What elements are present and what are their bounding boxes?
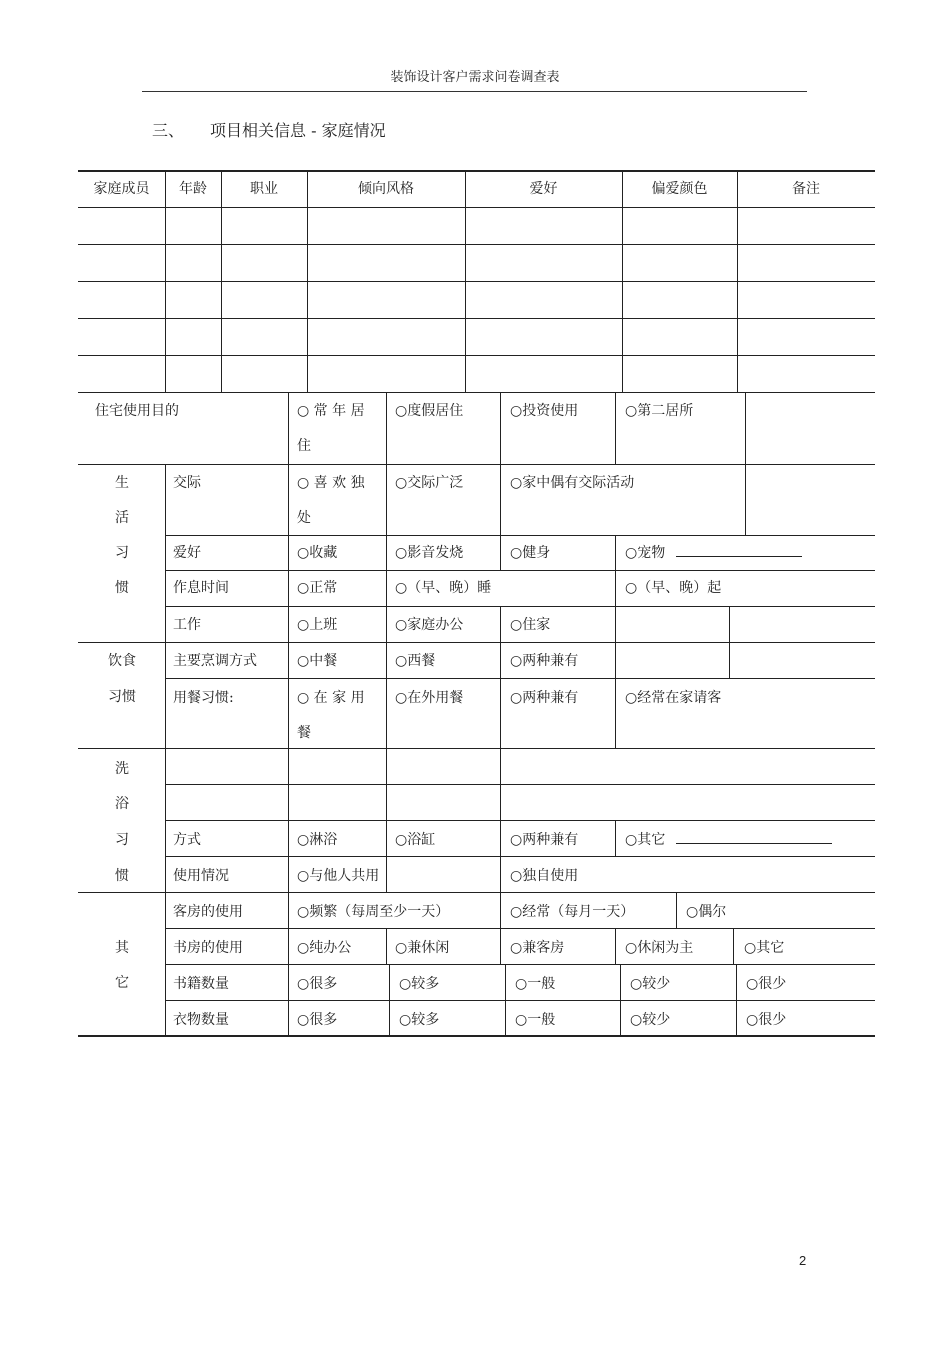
social-option-occasional[interactable]: ○家中偶有交际活动 (510, 475, 635, 491)
hobby-option-fitness[interactable]: ○健身 (510, 545, 551, 561)
header-rule (142, 91, 807, 92)
books-option-few[interactable]: ○较少 (630, 976, 671, 992)
column-header-occupation: 职业 (250, 181, 278, 197)
column-divider (736, 964, 737, 1036)
hobby-option-pets[interactable] (625, 536, 802, 571)
section-title: 项目相关信息 - 家庭情况 (210, 121, 386, 140)
residence-option-permanent[interactable]: ○ 常 年 居 (297, 403, 365, 419)
hobby-option-pets-label: ○宠物 (625, 545, 666, 561)
clothes-option-very-few[interactable]: ○很少 (746, 1012, 787, 1028)
residence-option-second-home[interactable]: ○第二居所 (625, 403, 694, 419)
row-divider (78, 244, 875, 245)
row-divider (78, 318, 875, 319)
column-divider (288, 392, 289, 928)
social-option-alone-cont: 处 (297, 510, 311, 526)
other-group-char: 其 (115, 940, 129, 956)
hobby-option-audiovisual[interactable]: ○影音发烧 (395, 545, 464, 561)
column-header-family-member: 家庭成员 (93, 181, 150, 197)
column-header-style: 倾向风格 (358, 181, 414, 197)
cooking-option-chinese[interactable]: ○中餐 (297, 653, 338, 669)
clothes-label: 衣物数量 (173, 1012, 229, 1028)
column-divider (745, 392, 746, 535)
column-divider (615, 820, 616, 856)
dining-option-both[interactable]: ○两种兼有 (510, 690, 579, 706)
hobby-label: 爱好 (173, 545, 201, 561)
schedule-option-normal[interactable]: ○正常 (297, 580, 338, 596)
clothes-option-very-many[interactable]: ○很多 (297, 1012, 338, 1028)
social-label: 交际 (173, 475, 201, 491)
work-option-stay-home[interactable]: ○住家 (510, 617, 551, 633)
guest-room-label: 客房的使用 (173, 904, 243, 920)
residence-option-permanent-cont: 住 (297, 438, 311, 454)
column-header-age: 年龄 (179, 181, 207, 197)
study-option-leisure[interactable]: ○兼休闲 (395, 940, 450, 956)
cooking-label: 主要烹调方式 (173, 653, 257, 669)
social-option-wide[interactable]: ○交际广泛 (395, 475, 464, 491)
bathing-usage-shared[interactable]: ○与他人共用 (297, 868, 380, 884)
row-divider (78, 207, 875, 208)
bathing-other-fill-blank[interactable] (676, 827, 832, 844)
document-header-title: 装饰设计客户需求问卷调查表 (390, 70, 560, 85)
bathing-method-label: 方式 (173, 832, 201, 848)
column-divider (288, 928, 289, 1036)
column-divider (729, 606, 730, 678)
study-option-office[interactable]: ○纯办公 (297, 940, 352, 956)
dining-option-hosting[interactable]: ○经常在家请客 (625, 690, 722, 706)
bathing-option-both[interactable]: ○两种兼有 (510, 832, 579, 848)
column-header-notes: 备注 (792, 181, 820, 197)
bathing-habits-group-char: 惯 (115, 868, 129, 884)
dining-option-home[interactable]: ○ 在 家 用 (297, 690, 365, 706)
schedule-option-sleep[interactable]: ○（早、晚）睡 (395, 580, 492, 596)
column-divider (386, 606, 387, 892)
bathing-habits-group-char: 洗 (115, 761, 129, 777)
books-label: 书籍数量 (173, 976, 229, 992)
row-divider (165, 606, 875, 607)
books-option-average[interactable]: ○一般 (515, 976, 556, 992)
column-divider (505, 964, 506, 1036)
hobby-option-collecting[interactable]: ○收藏 (297, 545, 338, 561)
living-habits-group-char: 生 (115, 475, 129, 491)
living-habits-group-char: 惯 (115, 580, 129, 596)
dining-label: 用餐习惯: (173, 690, 234, 706)
row-divider (78, 281, 875, 282)
work-label: 工作 (173, 617, 201, 633)
column-divider (500, 392, 501, 570)
column-divider (500, 892, 501, 928)
column-divider (615, 535, 616, 748)
books-option-many[interactable]: ○较多 (399, 976, 440, 992)
column-divider (389, 964, 390, 1036)
residence-option-vacation[interactable]: ○度假居住 (395, 403, 464, 419)
other-group-char: 它 (115, 975, 129, 991)
living-habits-group-char: 活 (115, 510, 129, 526)
social-option-alone[interactable]: ○ 喜 欢 独 (297, 475, 365, 491)
section-number: 三、 (152, 121, 185, 140)
dining-option-out[interactable]: ○在外用餐 (395, 690, 464, 706)
column-divider (500, 606, 501, 892)
row-divider (78, 392, 875, 393)
bathing-option-bathtub[interactable]: ○浴缸 (395, 832, 436, 848)
guest-room-option-frequent[interactable]: ○频繁（每周至少一天） (297, 904, 450, 920)
clothes-option-few[interactable]: ○较少 (630, 1012, 671, 1028)
books-option-very-few[interactable]: ○很少 (746, 976, 787, 992)
bathing-option-shower[interactable]: ○淋浴 (297, 832, 338, 848)
study-option-other[interactable]: ○其它 (744, 940, 785, 956)
study-label: 书房的使用 (173, 940, 243, 956)
books-option-very-many[interactable]: ○很多 (297, 976, 338, 992)
row-divider (78, 748, 875, 749)
guest-room-option-often[interactable]: ○经常（每月一天） (510, 904, 635, 920)
row-divider (78, 464, 875, 465)
column-divider (615, 392, 616, 464)
living-habits-group-char: 习 (115, 545, 129, 561)
diet-habits-group-label: 饮食 (108, 653, 136, 669)
page-number: 2 (799, 1253, 807, 1268)
column-divider (676, 892, 677, 928)
row-divider (165, 820, 875, 821)
clothes-option-many[interactable]: ○较多 (399, 1012, 440, 1028)
bathing-usage-private[interactable]: ○独自使用 (510, 868, 579, 884)
clothes-option-average[interactable]: ○一般 (515, 1012, 556, 1028)
residence-purpose-label: 住宅使用目的 (95, 403, 179, 419)
diet-habits-group-label: 习惯 (108, 689, 136, 705)
bathing-habits-group-char: 习 (115, 832, 129, 848)
cooking-option-both[interactable]: ○两种兼有 (510, 653, 579, 669)
bathing-option-other-label: ○其它 (625, 832, 666, 848)
row-divider (165, 784, 875, 785)
bathing-habits-group-char: 浴 (115, 796, 129, 812)
column-divider (500, 928, 501, 964)
dining-option-home-cont: 餐 (297, 725, 311, 741)
column-header-color: 偏爱颜色 (651, 181, 708, 197)
column-divider (620, 964, 621, 1036)
schedule-option-wake[interactable]: ○（早、晚）起 (625, 580, 722, 596)
column-header-hobby: 爱好 (529, 181, 558, 197)
study-option-guest[interactable]: ○兼客房 (510, 940, 565, 956)
column-divider (615, 928, 616, 964)
bathing-usage-label: 使用情况 (173, 868, 229, 884)
cooking-option-western[interactable]: ○西餐 (395, 653, 436, 669)
residence-option-investment[interactable]: ○投资使用 (510, 403, 579, 419)
guest-room-option-occasional[interactable]: ○偶尔 (686, 904, 727, 920)
schedule-label: 作息时间 (173, 580, 229, 596)
column-divider (733, 928, 734, 964)
study-option-mainly-leisure[interactable]: ○休闲为主 (625, 940, 694, 956)
column-divider (386, 392, 387, 606)
group-column-divider (165, 464, 166, 1036)
work-option-office[interactable]: ○上班 (297, 617, 338, 633)
column-divider (386, 928, 387, 964)
row-divider (78, 355, 875, 356)
pets-fill-blank[interactable] (676, 540, 802, 557)
work-option-home-office[interactable]: ○家庭办公 (395, 617, 464, 633)
bathing-option-other[interactable] (625, 823, 832, 858)
